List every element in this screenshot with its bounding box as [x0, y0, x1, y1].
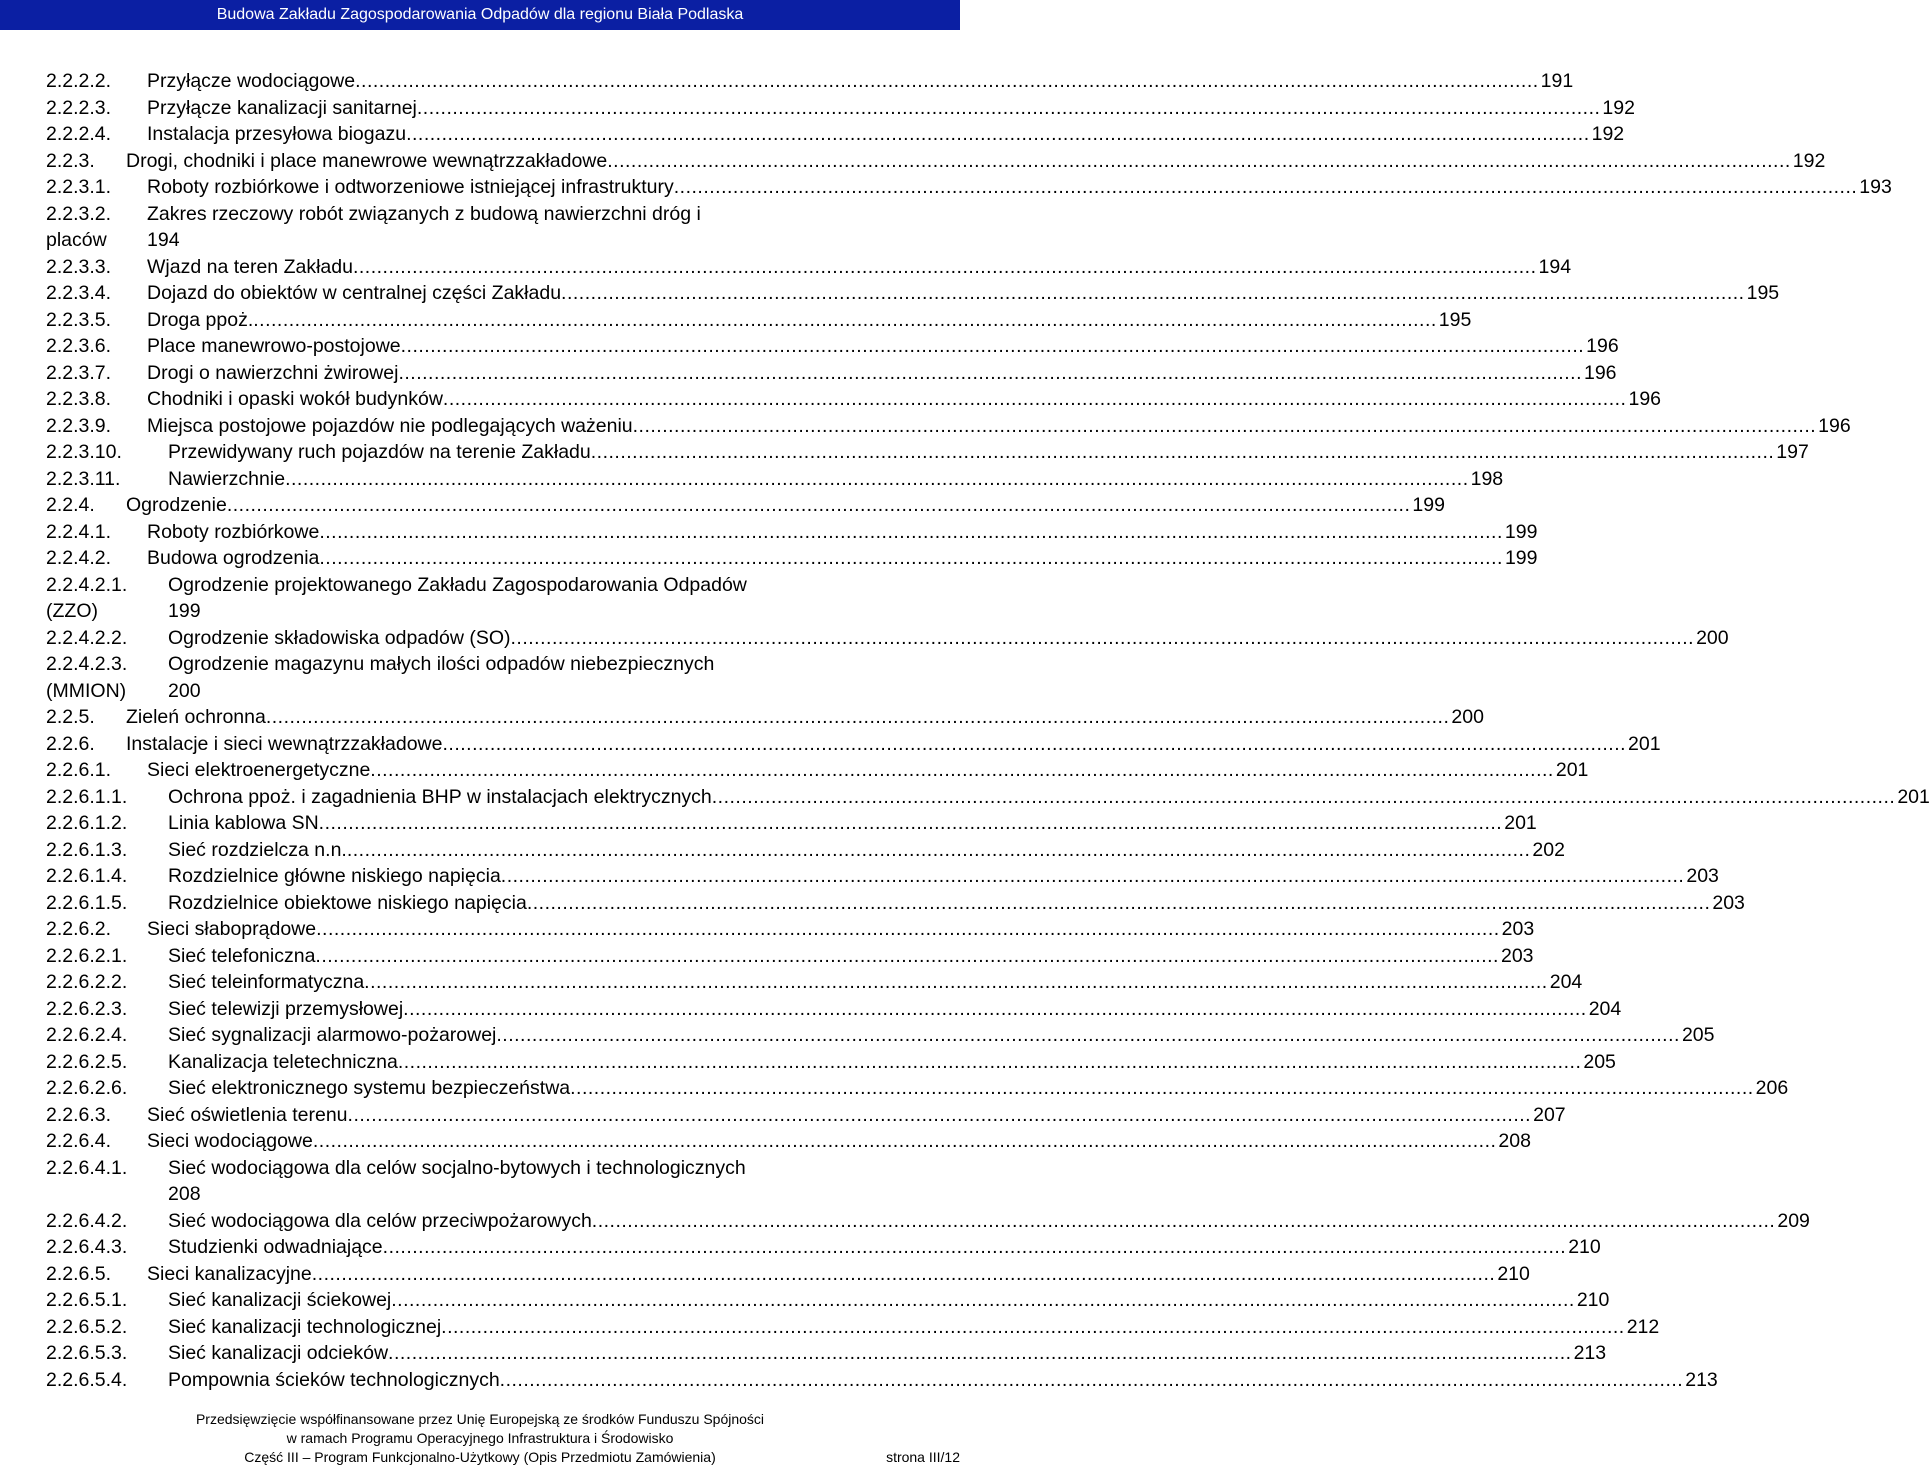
toc-entry[interactable]	[46, 1022, 1715, 1049]
toc-entry-page: 200	[1451, 706, 1484, 728]
toc-entry-title: Przyłącze wodociągowe	[147, 70, 356, 92]
toc-entry-title: Pompownia ścieków technologicznych	[168, 1368, 500, 1391]
toc-entry-title: Sieć kanalizacji ściekowej	[168, 1289, 392, 1311]
toc-entry-leader	[253, 307, 1437, 334]
toc-entry-title: Instalacja przesyłowa biogazu	[147, 123, 407, 145]
footer-page-number: strona III/12	[886, 1449, 960, 1465]
toc-entry-page: 200	[168, 679, 201, 702]
toc-entry-page: 213	[1573, 1342, 1607, 1364]
toc-entry[interactable]	[46, 439, 1809, 466]
toc-entry[interactable]	[46, 810, 1537, 837]
footer-document-title: Część III – Program Funkcjonalno-Użytkowy (Opis Przedmiotu Zamówienia)	[244, 1449, 716, 1465]
toc-entry-leader	[501, 863, 1685, 890]
toc-entry-page: 199	[1412, 494, 1445, 516]
toc-entry[interactable]	[46, 943, 1534, 970]
toc-entry-number: 2.2.3.3.	[46, 255, 112, 278]
toc-entry-number: 2.2.6.2.6.	[46, 1077, 128, 1099]
toc-entry-leader	[353, 254, 1537, 281]
toc-entry[interactable]	[46, 174, 1892, 201]
toc-entry-number: 2.2.6.5.4.	[46, 1368, 128, 1391]
toc-entry-number: 2.2.4.	[46, 494, 95, 516]
toc-entry-title: Drogi o nawierzchni żwirowej	[147, 361, 399, 384]
toc-entry-title: Ogrodzenie projektowanego Zakładu Zagospodarowania Odpadów	[168, 573, 747, 596]
toc-entry-page: 204	[1549, 971, 1583, 993]
toc-entry[interactable]	[46, 386, 1662, 413]
toc-entry-page: 200	[1696, 626, 1729, 649]
toc-entry-page: 201	[1504, 812, 1537, 834]
toc-entry-number: 2.2.2.3.	[46, 96, 112, 119]
toc-entry-title: Sieć telefoniczna	[168, 944, 316, 967]
toc-entry[interactable]	[46, 1208, 1810, 1235]
toc-entry-number: 2.2.4.2.2.	[46, 626, 128, 649]
toc-entry-title: Sieć wodociągowa dla celów socjalno-bytowych i technologicznych	[168, 1156, 746, 1179]
toc-entry-number: 2.2.6.3.	[46, 1103, 112, 1126]
toc-entry-number: 2.2.5.	[46, 706, 95, 728]
toc-entry[interactable]	[46, 1287, 1610, 1314]
toc-entry[interactable]	[46, 254, 1572, 281]
toc-entry-page: 203	[1686, 865, 1719, 887]
toc-entry-page: 197	[1776, 441, 1809, 463]
toc-entry-title: Drogi, chodniki i place manewrowe wewnątrzzakładowe	[126, 149, 608, 172]
toc-entry-number: 2.2.6.5.1.	[46, 1289, 128, 1311]
toc-entry[interactable]	[46, 280, 1780, 307]
toc-entry-leader	[266, 704, 1450, 731]
table-of-contents	[46, 68, 1930, 1393]
toc-entry[interactable]	[46, 1128, 1531, 1155]
toc-entry[interactable]	[46, 519, 1538, 546]
toc-entry-title: Sieć oświetlenia terenu	[147, 1103, 348, 1126]
toc-entry-page: 196	[1818, 414, 1851, 437]
toc-entry-leader	[592, 1208, 1776, 1235]
toc-entry-title: Kanalizacja teletechniczna	[168, 1050, 398, 1073]
toc-entry-title: Dojazd do obiektów w centralnej części Zakładu	[147, 282, 562, 304]
toc-entry[interactable]	[46, 572, 868, 599]
toc-entry-page: 195	[1746, 282, 1780, 304]
toc-entry[interactable]	[46, 545, 1538, 572]
toc-entry-leader	[561, 280, 1745, 307]
toc-entry[interactable]	[46, 1234, 1601, 1261]
toc-entry-title: Sieć teleinformatyczna	[168, 971, 365, 993]
toc-entry-page: 209	[1777, 1209, 1810, 1232]
toc-entry-continuation	[46, 678, 868, 705]
toc-entry-number: 2.2.6.4.	[46, 1130, 112, 1152]
toc-entry-continuation	[46, 598, 868, 625]
toc-entry-leader	[398, 360, 1582, 387]
toc-entry-title: Instalacje i sieci wewnątrzzakładowe	[126, 732, 443, 755]
toc-entry-leader	[442, 731, 1626, 758]
toc-entry-number: 2.2.2.4.	[46, 123, 112, 145]
page-header: Budowa Zakładu Zagospodarowania Odpadów dla regionu Biała Podlaska	[0, 0, 960, 30]
toc-entry-number: 2.2.6.2.5.	[46, 1050, 128, 1073]
toc-entry-number: 2.2.6.4.3.	[46, 1236, 128, 1258]
toc-entry-leader	[227, 492, 1411, 519]
toc-entry-page: 206	[1755, 1077, 1789, 1099]
toc-entry-page: 192	[1792, 149, 1826, 172]
toc-entry-number: 2.2.6.2.3.	[46, 997, 128, 1020]
toc-entry-number: 2.2.3.2.	[46, 202, 112, 225]
toc-entry-continuation	[46, 1181, 868, 1208]
toc-entry-number: 2.2.3.	[46, 149, 95, 172]
toc-entry[interactable]	[46, 969, 1583, 996]
toc-entry-title: Wjazd na teren Zakładu	[147, 255, 353, 278]
toc-entry-title: Ogrodzenie	[126, 494, 227, 516]
footer-line-document	[0, 1448, 960, 1467]
toc-entry-leader	[674, 174, 1858, 201]
toc-entry-number: 2.2.6.5.3.	[46, 1342, 128, 1364]
toc-entry-leader	[712, 784, 1896, 811]
toc-entry[interactable]	[46, 1049, 1616, 1076]
toc-entry-leader	[312, 1261, 1496, 1288]
toc-entry-title: Studzienki odwadniające	[168, 1236, 383, 1258]
toc-entry-title: Sieć telewizji przemysłowej	[168, 997, 404, 1020]
page-footer	[0, 1410, 960, 1467]
toc-entry-leader	[607, 148, 1791, 175]
toc-entry-page: 196	[1583, 361, 1617, 384]
toc-entry-page: 203	[1712, 891, 1745, 914]
toc-entry-leader	[348, 1102, 1532, 1129]
toc-entry-title: Sieć elektronicznego systemu bezpieczeństwa	[168, 1077, 571, 1099]
toc-entry-title: Zieleń ochronna	[126, 706, 266, 728]
toc-entry-page: 198	[1470, 467, 1504, 490]
toc-entry[interactable]	[46, 95, 1635, 122]
toc-entry-title: Sieci elektroenergetyczne	[147, 759, 371, 781]
toc-entry-number: 2.2.6.5.	[46, 1262, 112, 1285]
footer-line-funding: Przedsięwzięcie współfinansowane przez Unię Europejską ze środków Funduszu Spójności	[195, 1411, 765, 1427]
toc-entry[interactable]	[46, 1261, 1530, 1288]
toc-entry-title-continued: placów	[46, 229, 107, 251]
toc-entry[interactable]	[46, 916, 1535, 943]
toc-entry-leader	[406, 121, 1590, 148]
toc-entry-page: 207	[1533, 1103, 1566, 1126]
toc-entry-leader	[527, 890, 1711, 917]
toc-entry[interactable]	[46, 837, 1565, 864]
toc-entry-page: 199	[1504, 547, 1538, 569]
toc-entry-title: Sieci wodociągowe	[147, 1130, 313, 1152]
toc-entry-leader	[443, 386, 1627, 413]
toc-entry-page: 201	[1555, 759, 1589, 781]
toc-entry[interactable]	[46, 466, 1504, 493]
toc-entry-title: Nawierzchnie	[168, 467, 286, 490]
toc-entry-leader	[319, 810, 1503, 837]
toc-entry-page: 201	[1628, 732, 1661, 755]
toc-entry-title-continued: (ZZO)	[46, 600, 98, 622]
toc-entry-page: 196	[1628, 388, 1662, 410]
toc-entry-number: 2.2.6.4.1.	[46, 1156, 128, 1179]
toc-entry[interactable]	[46, 148, 1826, 175]
toc-entry-page: 195	[1438, 308, 1472, 331]
toc-entry-leader	[391, 1287, 1575, 1314]
toc-entry-title: Sieci słaboprądowe	[147, 918, 317, 940]
toc-entry-leader	[417, 95, 1601, 122]
toc-entry-number: 2.2.6.1.2.	[46, 812, 128, 834]
toc-entry-number: 2.2.6.1.	[46, 759, 112, 781]
toc-entry[interactable]	[46, 996, 1622, 1023]
toc-entry[interactable]	[46, 863, 1719, 890]
toc-entry-number: 2.2.6.	[46, 732, 95, 755]
toc-entry-number: 2.2.3.6.	[46, 335, 112, 357]
toc-entry-leader	[316, 916, 1500, 943]
toc-entry-title: Roboty rozbiórkowe i odtworzeniowe istniejącej infrastruktury	[147, 176, 674, 198]
toc-entry-leader	[496, 1022, 1680, 1049]
toc-entry-page: 201	[1897, 785, 1930, 808]
toc-entry-title: Roboty rozbiórkowe	[147, 520, 320, 543]
toc-entry-title: Rozdzielnice główne niskiego napięcia	[168, 865, 501, 887]
toc-entry-title: Sieć sygnalizacji alarmowo-pożarowej	[168, 1024, 497, 1046]
toc-entry-number: 2.2.4.2.	[46, 547, 112, 569]
toc-entry-page: 194	[1538, 255, 1572, 278]
toc-entry[interactable]	[46, 68, 1574, 95]
toc-entry-leader	[347, 837, 1531, 864]
toc-entry[interactable]	[46, 1155, 868, 1182]
toc-entry[interactable]	[46, 307, 1472, 334]
toc-entry[interactable]	[46, 360, 1617, 387]
toc-entry-page: 210	[1576, 1289, 1610, 1311]
toc-entry[interactable]	[46, 704, 1484, 731]
toc-entry-title-continued: (MMION)	[46, 679, 127, 702]
toc-entry-title: Sieć kanalizacji technologicznej	[168, 1315, 442, 1338]
toc-entry[interactable]	[46, 492, 1445, 519]
toc-entry-page: 194	[147, 229, 180, 251]
toc-entry-title: Zakres rzeczowy robót związanych z budową nawierzchni dróg i	[147, 202, 701, 225]
toc-entry-number: 2.2.6.5.2.	[46, 1315, 128, 1338]
toc-entry-number: 2.2.4.2.1.	[46, 573, 128, 596]
toc-entry-page: 203	[1500, 944, 1534, 967]
toc-entry-page: 192	[1591, 123, 1625, 145]
toc-entry-title: Sieci kanalizacyjne	[147, 1262, 312, 1285]
toc-entry-leader	[355, 68, 1539, 95]
toc-entry-leader	[383, 1234, 1567, 1261]
toc-entry-number: 2.2.6.4.2.	[46, 1209, 128, 1232]
toc-entry-number: 2.2.3.11.	[46, 467, 121, 490]
toc-entry-page: 196	[1586, 335, 1619, 357]
toc-entry-number: 2.2.6.2.4.	[46, 1024, 128, 1046]
toc-entry-page: 192	[1602, 96, 1635, 119]
toc-entry-leader	[401, 333, 1585, 360]
toc-entry[interactable]	[46, 625, 1729, 652]
toc-entry-leader	[285, 466, 1469, 493]
toc-entry[interactable]	[46, 1314, 1660, 1341]
toc-entry-number: 2.2.3.10.	[46, 441, 122, 463]
toc-entry-page: 210	[1497, 1262, 1530, 1285]
toc-entry-title: Linia kablowa SN	[168, 812, 319, 834]
toc-entry[interactable]	[46, 333, 1619, 360]
toc-entry-leader	[319, 519, 1503, 546]
toc-entry-page: 203	[1501, 918, 1535, 940]
toc-entry-page: 210	[1568, 1236, 1601, 1258]
toc-entry-title: Chodniki i opaski wokół budynków	[147, 388, 443, 410]
toc-entry-title: Droga ppoż.	[147, 308, 254, 331]
toc-entry-continuation	[46, 227, 868, 254]
toc-entry-title: Sieć kanalizacji odcieków	[168, 1342, 389, 1364]
toc-entry[interactable]	[46, 757, 1589, 784]
toc-entry-number: 2.2.3.8.	[46, 388, 112, 410]
toc-entry[interactable]	[46, 784, 1930, 811]
toc-entry-leader	[313, 1128, 1497, 1155]
toc-entry-title: Sieć rozdzielcza n.n.	[168, 838, 347, 861]
toc-entry-leader	[315, 943, 1499, 970]
toc-entry-leader	[319, 545, 1503, 572]
toc-entry-title: Place manewrowo-postojowe	[147, 335, 401, 357]
toc-entry-title: Przewidywany ruch pojazdów na terenie Zakładu	[168, 441, 591, 463]
toc-entry[interactable]	[46, 890, 1745, 917]
toc-entry-page: 204	[1588, 997, 1622, 1020]
footer-line-program: w ramach Programu Operacyjnego Infrastruktura i Środowisko	[286, 1430, 674, 1446]
toc-entry-leader	[403, 996, 1587, 1023]
toc-entry-title: Przyłącze kanalizacji sanitarnej	[147, 96, 417, 119]
toc-entry-number: 2.2.3.4.	[46, 282, 112, 304]
toc-entry-title: Ogrodzenie składowiska odpadów (SO)	[168, 626, 511, 649]
toc-entry[interactable]	[46, 731, 1661, 758]
toc-entry-title: Ogrodzenie magazynu małych ilości odpadów niebezpiecznych	[168, 653, 715, 675]
toc-entry-number: 2.2.6.1.4.	[46, 865, 128, 887]
toc-entry-leader	[570, 1075, 1754, 1102]
toc-entry-leader	[511, 625, 1695, 652]
toc-entry-leader	[364, 969, 1548, 996]
toc-entry-leader	[388, 1340, 1572, 1367]
toc-entry-leader	[633, 413, 1817, 440]
toc-entry-number: 2.2.6.1.1.	[46, 785, 128, 808]
toc-entry-leader	[500, 1367, 1684, 1394]
toc-entry-title: Ochrona ppoż. i zagadnienia BHP w instalacjach elektrycznych	[168, 785, 712, 808]
toc-entry-number: 2.2.6.2.	[46, 918, 112, 940]
toc-entry-title: Miejsca postojowe pojazdów nie podlegających ważeniu	[147, 414, 633, 437]
toc-entry-leader	[398, 1049, 1582, 1076]
toc-entry-leader	[370, 757, 1554, 784]
toc-entry-page: 199	[1504, 520, 1538, 543]
toc-entry[interactable]	[46, 651, 868, 678]
toc-entry-leader	[591, 439, 1775, 466]
toc-entry-page: 208	[1498, 1130, 1531, 1152]
toc-entry[interactable]	[46, 1367, 1718, 1394]
toc-entry-page: 212	[1626, 1315, 1660, 1338]
toc-entry-page: 205	[1583, 1050, 1616, 1073]
toc-entry-number: 2.2.6.1.5.	[46, 891, 128, 914]
toc-entry-title: Budowa ogrodzenia	[147, 547, 320, 569]
toc-entry[interactable]	[46, 201, 868, 228]
toc-entry-number: 2.2.6.2.1.	[46, 944, 128, 967]
toc-entry-page: 202	[1532, 838, 1565, 861]
toc-entry-page: 191	[1540, 70, 1574, 92]
toc-entry-number: 2.2.6.2.2.	[46, 971, 128, 993]
toc-entry-number: 2.2.3.5.	[46, 308, 112, 331]
toc-entry-title: Rozdzielnice obiektowe niskiego napięcia	[168, 891, 527, 914]
toc-entry-page: 199	[168, 600, 201, 622]
toc-entry-number: 2.2.4.1.	[46, 520, 112, 543]
toc-entry-number: 2.2.4.2.3.	[46, 653, 128, 675]
toc-entry[interactable]	[46, 1075, 1789, 1102]
toc-entry-number: 2.2.3.7.	[46, 361, 112, 384]
toc-entry-page: 193	[1859, 176, 1892, 198]
toc-entry-page: 208	[168, 1183, 201, 1205]
toc-entry[interactable]	[46, 413, 1851, 440]
toc-entry-title: Sieć wodociągowa dla celów przeciwpożarowych	[168, 1209, 592, 1232]
toc-entry-leader	[441, 1314, 1625, 1341]
toc-entry[interactable]	[46, 1340, 1607, 1367]
toc-entry[interactable]	[46, 1102, 1566, 1129]
toc-entry[interactable]	[46, 121, 1625, 148]
toc-entry-number: 2.2.6.1.3.	[46, 838, 128, 861]
toc-entry-page: 213	[1685, 1368, 1718, 1391]
toc-entry-number: 2.2.2.2.	[46, 70, 112, 92]
toc-entry-page: 205	[1681, 1024, 1715, 1046]
toc-entry-number: 2.2.3.9.	[46, 414, 112, 437]
toc-entry-number: 2.2.3.1.	[46, 176, 112, 198]
